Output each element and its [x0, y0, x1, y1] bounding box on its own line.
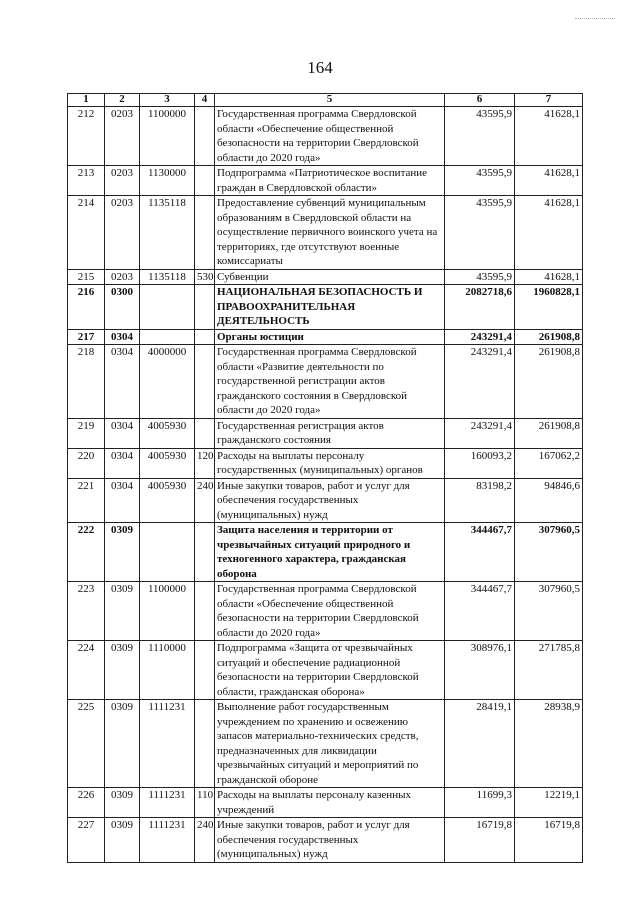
expense-name: Предоставление субвенций муниципальным образованиям в Свердловской области на осуществление первичного воинского учета на территориях, где отсутствуют военные комиссариаты	[215, 196, 445, 270]
section-code: 0309	[105, 641, 140, 700]
amount-year-2: 41628,1	[515, 269, 583, 285]
amount-year-2: 307960,5	[515, 523, 583, 582]
target-article-code: 1110000	[140, 641, 195, 700]
expense-name: Государственная программа Свердловской области «Обеспечение общественной безопасности на территории Свердловской области до 2020 года»	[215, 107, 445, 166]
expense-type-code	[195, 166, 215, 196]
expense-type-code: 530	[195, 269, 215, 285]
table-row	[68, 700, 583, 788]
expense-type-code	[195, 196, 215, 270]
column-header-1: 1	[68, 94, 105, 107]
row-number: 227	[68, 818, 105, 863]
expense-type-code	[195, 641, 215, 700]
amount-year-2: 307960,5	[515, 582, 583, 641]
row-number: 224	[68, 641, 105, 700]
target-article-code: 1100000	[140, 582, 195, 641]
expense-name: Государственная программа Свердловской области «Развитие деятельности по государственной регистрации актов гражданского состояния в Свердловской области до 2020 года»	[215, 345, 445, 419]
amount-year-1: 243291,4	[445, 418, 515, 448]
expense-type-code	[195, 285, 215, 330]
row-number: 212	[68, 107, 105, 166]
expense-name: Подпрограмма «Защита от чрезвычайных ситуаций и обеспечение радиационной безопасности на территории Свердловской области, гражданская оборона»	[215, 641, 445, 700]
target-article-code: 4005930	[140, 448, 195, 478]
amount-year-1: 16719,8	[445, 818, 515, 863]
expense-type-code	[195, 345, 215, 419]
target-article-code: 1135118	[140, 269, 195, 285]
amount-year-2: 16719,8	[515, 818, 583, 863]
table-row	[68, 196, 583, 270]
amount-year-1: 243291,4	[445, 329, 515, 345]
expense-name: Расходы на выплаты персоналу государственных (муниципальных) органов	[215, 448, 445, 478]
amount-year-1: 344467,7	[445, 523, 515, 582]
amount-year-1: 43595,9	[445, 107, 515, 166]
expense-name: Субвенции	[215, 269, 445, 285]
column-header-5: 5	[215, 94, 445, 107]
table-row	[68, 345, 583, 419]
table-header-row	[68, 94, 583, 107]
expense-name: Защита населения и территории от чрезвычайных ситуаций природного и техногенного характера, гражданская оборона	[215, 523, 445, 582]
column-header-2: 2	[105, 94, 140, 107]
column-header-7: 7	[515, 94, 583, 107]
expense-type-code	[195, 700, 215, 788]
amount-year-1: 344467,7	[445, 582, 515, 641]
row-number: 214	[68, 196, 105, 270]
target-article-code: 4005930	[140, 418, 195, 448]
table-row	[68, 448, 583, 478]
target-article-code: 1111231	[140, 818, 195, 863]
target-article-code: 1130000	[140, 166, 195, 196]
expense-name: Подпрограмма «Патриотическое воспитание граждан в Свердловской области»	[215, 166, 445, 196]
target-article-code: 1100000	[140, 107, 195, 166]
amount-year-2: 1960828,1	[515, 285, 583, 330]
target-article-code: 1111231	[140, 788, 195, 818]
row-number: 221	[68, 478, 105, 523]
section-code: 0309	[105, 700, 140, 788]
section-code: 0309	[105, 818, 140, 863]
section-code: 0203	[105, 196, 140, 270]
table-row	[68, 418, 583, 448]
amount-year-1: 43595,9	[445, 196, 515, 270]
section-code: 0304	[105, 478, 140, 523]
table-row	[68, 818, 583, 863]
amount-year-1: 28419,1	[445, 700, 515, 788]
column-header-3: 3	[140, 94, 195, 107]
table-row	[68, 523, 583, 582]
section-code: 0203	[105, 107, 140, 166]
expense-name: Выполнение работ государственным учреждением по хранению и освежению запасов материально-технических средств, предназначенных для ликвидации чрезвычайных ситуаций и мероприятий по гражданской обороне	[215, 700, 445, 788]
target-article-code: 4000000	[140, 345, 195, 419]
table-row	[68, 788, 583, 818]
table-row	[68, 285, 583, 330]
section-code: 0304	[105, 329, 140, 345]
table-row	[68, 166, 583, 196]
row-number: 215	[68, 269, 105, 285]
target-article-code: 1135118	[140, 196, 195, 270]
expense-name: Иные закупки товаров, работ и услуг для обеспечения государственных (муниципальных) нужд	[215, 478, 445, 523]
row-number: 218	[68, 345, 105, 419]
amount-year-1: 243291,4	[445, 345, 515, 419]
amount-year-2: 271785,8	[515, 641, 583, 700]
table-row	[68, 641, 583, 700]
amount-year-2: 28938,9	[515, 700, 583, 788]
table-row	[68, 329, 583, 345]
target-article-code	[140, 329, 195, 345]
expense-name: Государственная программа Свердловской области «Обеспечение общественной безопасности на территории Свердловской области до 2020 года»	[215, 582, 445, 641]
row-number: 220	[68, 448, 105, 478]
section-code: 0304	[105, 448, 140, 478]
expense-type-code: 240	[195, 818, 215, 863]
section-code: 0309	[105, 788, 140, 818]
table-row	[68, 478, 583, 523]
amount-year-1: 83198,2	[445, 478, 515, 523]
amount-year-1: 2082718,6	[445, 285, 515, 330]
expense-type-code: 120	[195, 448, 215, 478]
target-article-code	[140, 523, 195, 582]
table-row	[68, 269, 583, 285]
amount-year-1: 11699,3	[445, 788, 515, 818]
expense-type-code: 240	[195, 478, 215, 523]
corner-mark	[575, 18, 615, 20]
amount-year-1: 43595,9	[445, 269, 515, 285]
expense-type-code	[195, 582, 215, 641]
row-number: 217	[68, 329, 105, 345]
amount-year-2: 41628,1	[515, 107, 583, 166]
table-row	[68, 582, 583, 641]
expense-type-code	[195, 418, 215, 448]
expense-name: Расходы на выплаты персоналу казенных учреждений	[215, 788, 445, 818]
section-code: 0309	[105, 582, 140, 641]
amount-year-1: 160093,2	[445, 448, 515, 478]
row-number: 213	[68, 166, 105, 196]
row-number: 216	[68, 285, 105, 330]
expense-name: Иные закупки товаров, работ и услуг для обеспечения государственных (муниципальных) нужд	[215, 818, 445, 863]
budget-table	[67, 93, 583, 863]
row-number: 219	[68, 418, 105, 448]
section-code: 0304	[105, 345, 140, 419]
section-code: 0203	[105, 269, 140, 285]
amount-year-1: 308976,1	[445, 641, 515, 700]
column-header-4: 4	[195, 94, 215, 107]
page-number: 164	[307, 58, 333, 77]
section-code: 0304	[105, 418, 140, 448]
target-article-code	[140, 285, 195, 330]
amount-year-2: 167062,2	[515, 448, 583, 478]
expense-name: НАЦИОНАЛЬНАЯ БЕЗОПАСНОСТЬ И ПРАВООХРАНИТЕЛЬНАЯ ДЕЯТЕЛЬНОСТЬ	[215, 285, 445, 330]
expense-name: Органы юстиции	[215, 329, 445, 345]
amount-year-2: 261908,8	[515, 329, 583, 345]
expense-type-code	[195, 523, 215, 582]
expense-type-code	[195, 107, 215, 166]
row-number: 223	[68, 582, 105, 641]
amount-year-2: 41628,1	[515, 166, 583, 196]
section-code: 0203	[105, 166, 140, 196]
row-number: 222	[68, 523, 105, 582]
expense-type-code: 110	[195, 788, 215, 818]
amount-year-2: 94846,6	[515, 478, 583, 523]
section-code: 0300	[105, 285, 140, 330]
amount-year-2: 261908,8	[515, 345, 583, 419]
expense-type-code	[195, 329, 215, 345]
row-number: 226	[68, 788, 105, 818]
amount-year-2: 12219,1	[515, 788, 583, 818]
table-row	[68, 107, 583, 166]
column-header-6: 6	[445, 94, 515, 107]
amount-year-2: 41628,1	[515, 196, 583, 270]
amount-year-1: 43595,9	[445, 166, 515, 196]
target-article-code: 4005930	[140, 478, 195, 523]
section-code: 0309	[105, 523, 140, 582]
table-body	[68, 107, 583, 863]
row-number: 225	[68, 700, 105, 788]
amount-year-2: 261908,8	[515, 418, 583, 448]
target-article-code: 1111231	[140, 700, 195, 788]
expense-name: Государственная регистрация актов гражданского состояния	[215, 418, 445, 448]
